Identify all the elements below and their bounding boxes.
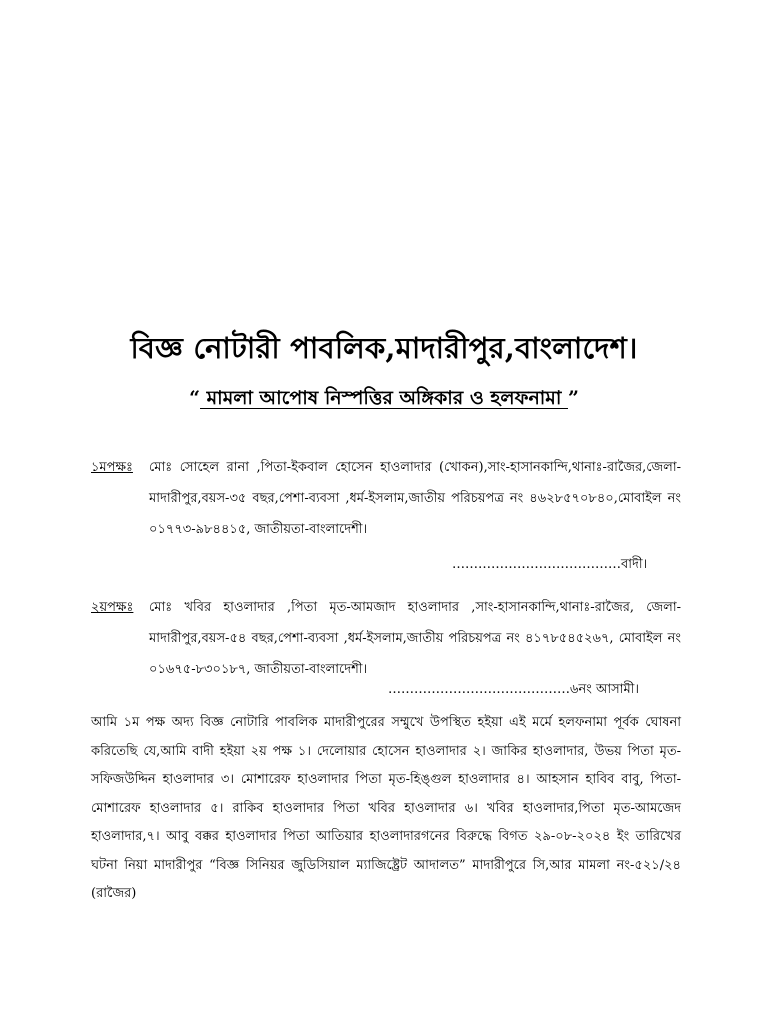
subtitle-open-quote: “ [189, 387, 201, 409]
subtitle-close-quote: ” [567, 387, 579, 409]
defendant-signature-line: ……………………………………৬নং আসামী। [388, 682, 640, 697]
plaintiff-signature-line: …………………………………বাদী। [452, 557, 648, 572]
subtitle-text: মামলা আপোষ নিস্পত্তির অঙ্গিকার ও হলফনামা [200, 387, 568, 409]
affidavit-statement: আমি ১ম পক্ষ অদ্য বিজ্ঞ নোটারি পাবলিক মাদারীপুরের সম্মুখে উপস্থিত হইয়া এই মর্মে হলফনামা পূর্বক ঘোষনা করিতেছি যে,আমি বাদী হইয়া ২য় পক্ষ ১। দেলোয়ার হোসেন হাওলাদার ২। জাকির হাওলাদার, উভয় পিতা মৃত-সফিজউদ্দিন হাওলাদার ৩। মোশারেফ হাওলাদার পিতা মৃত-হিঙ্গুল হাওলাদার ৪। আহসান হাবিব বাবু, পিতা-মোশারেফ হাওলাদার ৫। রাকিব হাওলাদার পিতা খবির হাওলাদার ৬। খবির হাওলাদার,পিতা মৃত-আমজেদ হাওলাদার,৭। আবু বক্কর হাওলাদার পিতা আতিয়ার হাওলাদারগনের বিরুদ্ধে বিগত ২৯-০৮-২০২৪ ইং তারিখের ঘটনা নিয়া মাদারীপুর “বিজ্ঞ সিনিয়র জুডিসিয়াল ম্যাজিষ্ট্রেট আদালত” মাদারীপুরে সি,আর মামলা নং-৫২১/২৪ (রাজৈর) [91, 715, 681, 901]
document-title: বিজ্ঞ নোটারী পাবলিক,মাদারীপুর,বাংলাদেশ। [130, 331, 638, 365]
party-2-details: মোঃ খবির হাওলাদার ,পিতা মৃত-আমজাদ হাওলাদার ,সাং-হাসানকান্দি,থানাঃ-রাজৈর, জেলা-মাদারীপুর,বয়স-৫৪ বছর,পেশা-ব্যবসা ,ধর্ম-ইসলাম,জাতীয় পরিচয়পত্র নং ৪১৭৮৫৪৫২৬৭, মোবাইল নং ০১৬৭৫-৮৩০১৮৭, জাতীয়তা-বাংলাদেশী। [149, 600, 681, 677]
party-2-block [91, 592, 681, 685]
document-subtitle [0, 384, 768, 416]
party-1-label: ১মপক্ষঃ [91, 460, 133, 475]
party-1-details: মোঃ সোহেল রানা ,পিতা-ইকবাল হোসেন হাওলাদার (খোকন),সাং-হাসানকান্দি,থানাঃ-রাজৈর,জেলা-মাদারীপুর,বয়স-৩৫ বছর,পেশা-ব্যবসা ,ধর্ম-ইসলাম,জাতীয় পরিচয়পত্র নং ৪৬২৮৫৭০৮৪০,মোবাইল নং ০১৭৭৩-৯৮৪৪১৫, জাতীয়তা-বাংলাদেশী। [149, 460, 681, 537]
party-1-block [91, 452, 681, 545]
party-2-label: ২য়পক্ষঃ [91, 600, 134, 615]
